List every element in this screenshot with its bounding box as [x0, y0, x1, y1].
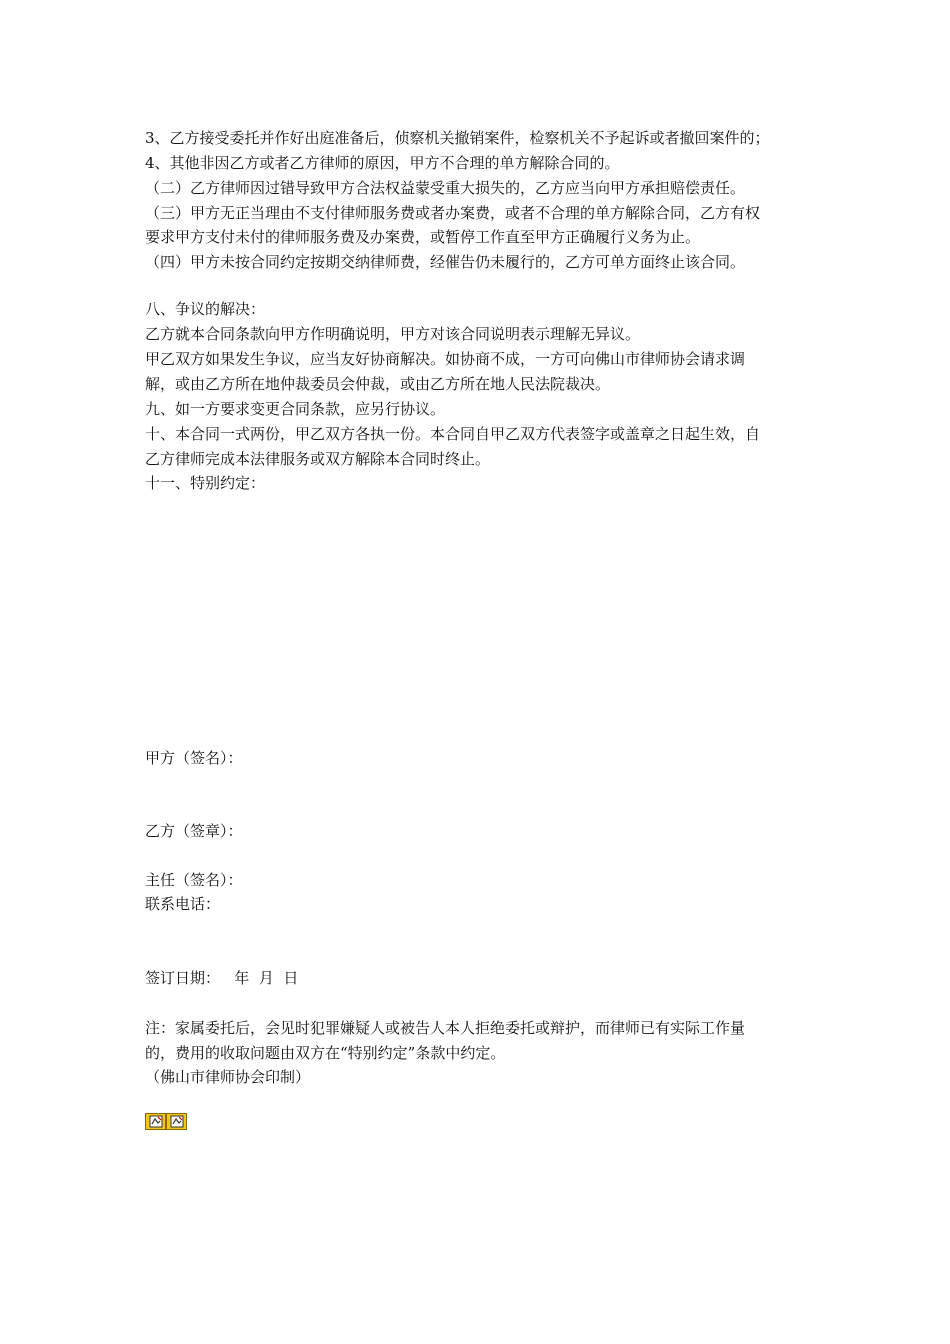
director-signature: 主任（签名）： — [145, 871, 243, 889]
clause-line-11: 十、本合同一式两份，甲乙双方各执一份。本合同自甲乙双方代表签字或盖章之日起生效，自 — [145, 425, 761, 443]
clause-line-6: （四）甲方未按合同约定按期交纳律师费，经催告仍未履行的，乙方可单方面终止该合同。 — [145, 253, 746, 271]
clause-line-12: 乙方律师完成本法律服务或双方解除本合同时终止。 — [145, 450, 491, 468]
party-a-signature: 甲方（签名）： — [145, 749, 243, 767]
broken-image-icon[interactable] — [166, 1113, 187, 1130]
party-b-signature: 乙方（签章）： — [145, 822, 243, 840]
clause-line-7: 乙方就本合同条款向甲方作明确说明，甲方对该合同说明表示理解无异议。 — [145, 325, 641, 343]
clause-line-8: 甲乙双方如果发生争议，应当友好协商解决。如协商不成，一方可向佛山市律师协会请求调 — [145, 350, 746, 368]
signing-date: 签订日期： 年 月 日 — [145, 969, 299, 987]
clause-line-2: 4、其他非因乙方或者乙方律师的原因，甲方不合理的单方解除合同的。 — [145, 154, 620, 172]
clause-line-10: 九、如一方要求变更合同条款，应另行协议。 — [145, 400, 446, 418]
clause-line-3: （二）乙方律师因过错导致甲方合法权益蒙受重大损失的，乙方应当向甲方承担赔偿责任。 — [145, 179, 746, 197]
clause-line-5: 要求甲方支付未付的律师服务费及办案费，或暂停工作直至甲方正确履行义务为止。 — [145, 228, 701, 246]
contact-phone: 联系电话： — [145, 895, 221, 913]
broken-image-icon[interactable] — [145, 1113, 166, 1130]
note-line-1: 注：家属委托后，会见时犯罪嫌疑人或被告人本人拒绝委托或辩护，而律师已有实际工作量 — [145, 1019, 746, 1037]
section-heading-special: 十一、特别约定： — [145, 474, 266, 492]
clause-line-4: （三）甲方无正当理由不支付律师服务费或者办案费，或者不合理的单方解除合同，乙方有权 — [145, 204, 761, 222]
note-line-2: 的，费用的收取问题由双方在“特别约定”条款中约定。 — [145, 1044, 506, 1062]
clause-line-1: 3、乙方接受委托并作好出庭准备后，侦察机关撤销案件，检察机关不予起诉或者撤回案件的； — [145, 129, 770, 147]
embedded-icons — [145, 1113, 187, 1131]
clause-line-9: 解，或由乙方所在地仲裁委员会仲裁，或由乙方所在地人民法院裁决。 — [145, 375, 611, 393]
section-heading-dispute: 八、争议的解决： — [145, 300, 266, 318]
printer-credit: （佛山市律师协会印制） — [145, 1068, 311, 1086]
